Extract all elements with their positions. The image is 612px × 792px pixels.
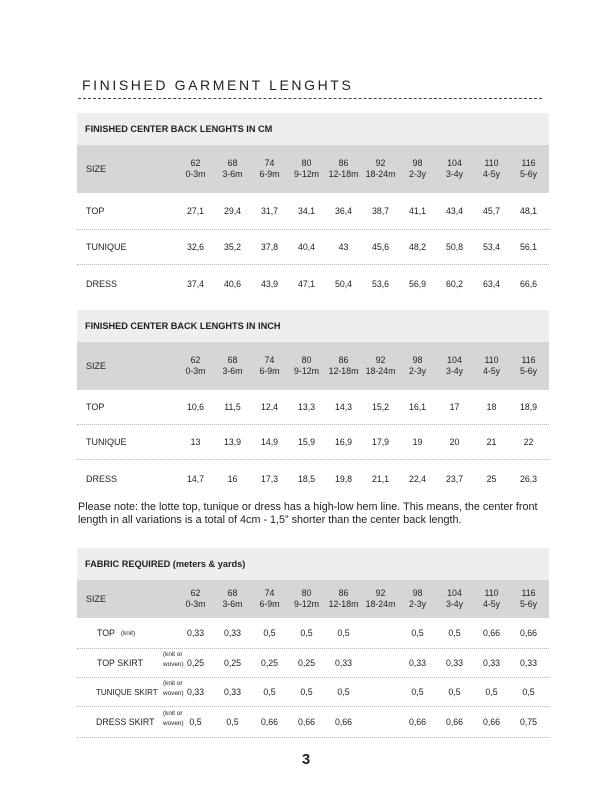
fabric-type-note: (knit or (163, 651, 183, 658)
size-code: 104 (447, 355, 462, 365)
size-age: 12-18m (328, 366, 359, 376)
table-cell: 0,25 (186, 658, 205, 668)
table-cell: 0,33 (186, 628, 205, 638)
table-cell: 25 (486, 473, 497, 484)
size-header-cell (362, 588, 399, 610)
size-header-cell (214, 355, 251, 377)
table-cell: 41,1 (408, 206, 427, 216)
table-cell: 50,8 (445, 242, 464, 252)
table-cell: 0,33 (445, 658, 464, 668)
hem-line-note: Please note: the lotte top, tunique or dress has a high-low hem line. This means, the center front length in all variations is a total of 4cm - 1,5” shorter than the center back length. (78, 501, 538, 527)
table-cell: 0,5 (226, 717, 239, 727)
table-cell: 13,3 (297, 402, 316, 412)
size-header-cell (288, 158, 325, 180)
fabric-table-title: FABRIC REQUIRED (meters & yards) (77, 548, 549, 580)
table-cell: 0,33 (482, 658, 501, 668)
cm-lengths-table (77, 113, 549, 302)
table-cell: 0,5 (337, 628, 350, 638)
row-label: DRESS (86, 278, 118, 289)
size-header-cell (399, 158, 436, 180)
table-row (77, 425, 549, 460)
size-header-label: SIZE (86, 164, 107, 174)
size-age: 12-18m (328, 599, 359, 609)
table-cell: 0,33 (186, 687, 205, 697)
table-cell: 16,9 (334, 437, 353, 447)
cm-table-title: FINISHED CENTER BACK LENGHTS IN CM (77, 113, 549, 145)
table-cell: 16,1 (408, 402, 427, 412)
size-age: 9-12m (294, 599, 319, 609)
size-header-cell (436, 158, 473, 180)
table-cell: 0,5 (263, 687, 276, 697)
size-header-cell (251, 158, 288, 180)
size-header-cell (288, 355, 325, 377)
size-code: 68 (227, 158, 238, 168)
fabric-row-name: TOP SKIRT (97, 658, 143, 668)
table-cell: 17,9 (371, 437, 390, 447)
row-label: TUNIQUE (86, 242, 127, 252)
size-age: 0-3m (185, 366, 206, 376)
table-cell: 45,7 (482, 206, 501, 216)
row-label (77, 678, 184, 706)
table-cell: 16 (227, 473, 238, 484)
table-cell: 29,4 (223, 206, 242, 216)
size-age: 9-12m (294, 366, 319, 376)
size-code: 62 (190, 158, 201, 168)
size-code: 110 (484, 588, 499, 598)
table-cell: 14,7 (186, 473, 205, 484)
table-cell: 0,5 (448, 628, 461, 638)
size-header-cell (325, 355, 362, 377)
table-cell: 31,7 (260, 206, 279, 216)
fabric-row-name: DRESS SKIRT (96, 717, 155, 727)
size-age: 4-5y (482, 169, 501, 179)
size-header-cell (436, 355, 473, 377)
size-age: 2-3y (408, 169, 427, 179)
inch-table-title: FINISHED CENTER BACK LENGHTS IN INCH (77, 310, 549, 342)
table-cell: 0,5 (263, 628, 276, 638)
size-code: 86 (338, 588, 349, 598)
size-code: 98 (412, 158, 423, 168)
table-cell: 23,7 (445, 473, 464, 484)
size-code: 116 (521, 588, 536, 598)
size-header-cell (510, 588, 547, 610)
size-code: 98 (412, 588, 423, 598)
size-header-cell (288, 588, 325, 610)
table-cell: 32,6 (186, 242, 205, 252)
size-header-cell (177, 355, 214, 377)
table-cell: 36,4 (334, 206, 353, 216)
size-header-cell (510, 355, 547, 377)
size-code: 116 (521, 355, 536, 365)
row-label: TUNIQUE (86, 437, 127, 447)
table-cell: 14,3 (334, 402, 353, 412)
table-cell: 37,4 (186, 278, 205, 289)
table-cell: 19 (412, 437, 423, 447)
table-cell: 0,66 (482, 717, 501, 727)
table-cell: 17,3 (260, 473, 279, 484)
size-header-cell (473, 588, 510, 610)
size-age: 3-6m (222, 366, 243, 376)
inch-lengths-table (77, 310, 549, 497)
size-header-cell (214, 158, 251, 180)
size-header-label: SIZE (86, 594, 107, 604)
size-age: 9-12m (294, 169, 319, 179)
size-header-cell (473, 355, 510, 377)
size-header-cell (399, 588, 436, 610)
table-cell: 22 (523, 437, 534, 447)
row-label (77, 618, 177, 648)
size-age: 3-6m (222, 599, 243, 609)
size-header-cell (362, 158, 399, 180)
table-row (77, 193, 549, 230)
table-cell: 0,75 (519, 717, 538, 727)
table-cell: 0,33 (408, 658, 427, 668)
table-cell: 56,9 (408, 278, 427, 289)
row-label: TOP (86, 206, 105, 216)
page-number: 3 (301, 751, 311, 768)
fabric-size-header-row (77, 580, 549, 618)
size-header-cell (325, 158, 362, 180)
table-cell: 22,4 (408, 473, 427, 484)
size-age: 18-24m (365, 169, 396, 179)
table-cell: 14,9 (260, 437, 279, 447)
fabric-row-name: TUNIQUE SKIRT (96, 687, 158, 697)
size-code: 116 (521, 158, 536, 168)
table-cell: 38,7 (371, 206, 390, 216)
table-cell: 0,66 (445, 717, 464, 727)
row-label: TOP (86, 402, 105, 412)
table-cell: 0,66 (519, 628, 538, 638)
table-cell: 0,5 (485, 687, 498, 697)
table-cell: 0,66 (297, 717, 316, 727)
table-cell: 0,33 (223, 628, 242, 638)
table-cell: 13 (190, 437, 201, 447)
table-cell: 0,5 (448, 687, 461, 697)
inch-size-header-row (77, 342, 549, 390)
table-cell: 53,4 (482, 242, 501, 252)
table-cell: 56,1 (519, 242, 538, 252)
cm-size-header-row (77, 145, 549, 193)
table-cell: 0,66 (260, 717, 279, 727)
table-cell: 40,4 (297, 242, 316, 252)
fabric-type-note: (knit or (163, 680, 183, 687)
size-age: 3-4y (445, 169, 464, 179)
size-code: 98 (412, 355, 423, 365)
size-age: 6-9m (259, 366, 280, 376)
table-cell: 53,6 (371, 278, 390, 289)
fabric-type-note: (knit) (120, 629, 136, 637)
table-cell: 0,33 (519, 658, 538, 668)
table-cell: 0,5 (522, 687, 535, 697)
size-code: 86 (338, 355, 349, 365)
table-cell: 20 (449, 437, 460, 447)
table-cell: 0,25 (223, 658, 242, 668)
table-cell: 43,4 (445, 206, 464, 216)
table-cell: 18 (486, 402, 497, 412)
size-code: 110 (484, 355, 499, 365)
size-code: 104 (447, 158, 462, 168)
table-cell: 34,1 (297, 206, 316, 216)
table-row (77, 618, 549, 649)
size-code: 80 (301, 588, 312, 598)
table-cell: 0,5 (337, 687, 350, 697)
fabric-type-note: woven) (163, 661, 184, 668)
size-code: 92 (375, 588, 386, 598)
size-header-cell (473, 158, 510, 180)
fabric-required-table (77, 548, 549, 738)
table-cell: 26,3 (519, 473, 538, 484)
table-cell: 63,4 (482, 278, 501, 289)
table-cell: 12,4 (260, 402, 279, 412)
size-age: 0-3m (185, 169, 206, 179)
table-cell: 0,5 (300, 628, 313, 638)
size-header-cell (436, 588, 473, 610)
table-cell: 0,5 (189, 717, 202, 727)
table-cell: 50,4 (334, 278, 353, 289)
table-cell: 15,2 (371, 402, 390, 412)
size-header-cell (214, 588, 251, 610)
table-cell: 18,9 (519, 402, 538, 412)
fabric-type-note: woven) (163, 690, 184, 697)
table-cell: 47,1 (297, 278, 316, 289)
size-code: 74 (264, 588, 275, 598)
table-cell: 0,66 (334, 717, 353, 727)
fabric-type-note: woven) (163, 720, 184, 727)
table-cell: 48,2 (408, 242, 427, 252)
size-code: 104 (447, 588, 462, 598)
table-cell: 43 (338, 242, 349, 252)
table-cell: 10,6 (186, 402, 205, 412)
size-code: 74 (264, 355, 275, 365)
title-divider (78, 98, 542, 99)
size-code: 62 (190, 355, 201, 365)
table-cell: 0,33 (223, 687, 242, 697)
table-row (77, 678, 549, 707)
table-row (77, 649, 549, 678)
table-cell: 18,5 (297, 473, 316, 484)
size-age: 18-24m (365, 366, 396, 376)
size-age: 3-6m (222, 169, 243, 179)
table-cell: 15,9 (297, 437, 316, 447)
size-age: 18-24m (365, 599, 396, 609)
fabric-type-note: (knit or (163, 710, 183, 717)
table-cell: 27,1 (186, 206, 205, 216)
table-cell: 0,66 (482, 628, 501, 638)
size-age: 2-3y (408, 599, 427, 609)
size-header-label: SIZE (86, 361, 107, 371)
row-label (77, 649, 184, 677)
table-cell: 60,2 (445, 278, 464, 289)
table-cell: 43,9 (260, 278, 279, 289)
table-row (77, 707, 549, 738)
size-header-cell (325, 588, 362, 610)
table-row (77, 390, 549, 425)
table-row (77, 460, 549, 497)
table-cell: 21 (486, 437, 497, 447)
size-header-cell (399, 355, 436, 377)
size-code: 62 (190, 588, 201, 598)
size-code: 68 (227, 355, 238, 365)
size-age: 5-6y (519, 366, 538, 376)
table-row (77, 230, 549, 265)
size-age: 4-5y (482, 366, 501, 376)
size-code: 80 (301, 158, 312, 168)
table-cell: 0,5 (411, 687, 424, 697)
table-cell: 45,6 (371, 242, 390, 252)
table-cell: 48,1 (519, 206, 538, 216)
page-title: FINISHED GARMENT LENGHTS (82, 77, 354, 93)
size-header-cell (177, 588, 214, 610)
table-cell: 0,25 (297, 658, 316, 668)
size-header-cell (177, 158, 214, 180)
table-cell: 13,9 (223, 437, 242, 447)
size-age: 12-18m (328, 169, 359, 179)
table-cell: 35,2 (223, 242, 242, 252)
table-row (77, 265, 549, 302)
size-code: 68 (227, 588, 238, 598)
size-age: 0-3m (185, 599, 206, 609)
table-cell: 40,6 (223, 278, 242, 289)
table-cell: 11,5 (224, 402, 241, 412)
table-cell: 66,6 (519, 278, 538, 289)
size-age: 4-5y (482, 599, 501, 609)
table-cell: 0,5 (411, 628, 424, 638)
row-label (77, 707, 184, 737)
table-cell: 21,1 (371, 473, 390, 484)
size-age: 6-9m (259, 169, 280, 179)
size-age: 2-3y (408, 366, 427, 376)
size-age: 3-4y (445, 599, 464, 609)
table-cell: 0,5 (300, 687, 313, 697)
table-cell: 0,33 (334, 658, 353, 668)
size-header-cell (510, 158, 547, 180)
fabric-row-name: TOP (97, 628, 115, 638)
size-age: 6-9m (259, 599, 280, 609)
size-code: 92 (375, 158, 386, 168)
table-cell: 17 (449, 402, 460, 412)
table-cell: 19,8 (334, 473, 353, 484)
size-age: 5-6y (519, 599, 538, 609)
row-label: DRESS (86, 473, 118, 484)
size-code: 80 (301, 355, 312, 365)
size-code: 110 (484, 158, 499, 168)
size-header-cell (362, 355, 399, 377)
size-code: 74 (264, 158, 275, 168)
size-age: 5-6y (519, 169, 538, 179)
size-code: 86 (338, 158, 349, 168)
table-cell: 0,66 (408, 717, 427, 727)
size-header-cell (251, 355, 288, 377)
size-code: 92 (375, 355, 386, 365)
table-cell: 37,8 (260, 242, 279, 252)
table-cell: 0,25 (260, 658, 279, 668)
size-header-cell (251, 588, 288, 610)
size-age: 3-4y (445, 366, 464, 376)
